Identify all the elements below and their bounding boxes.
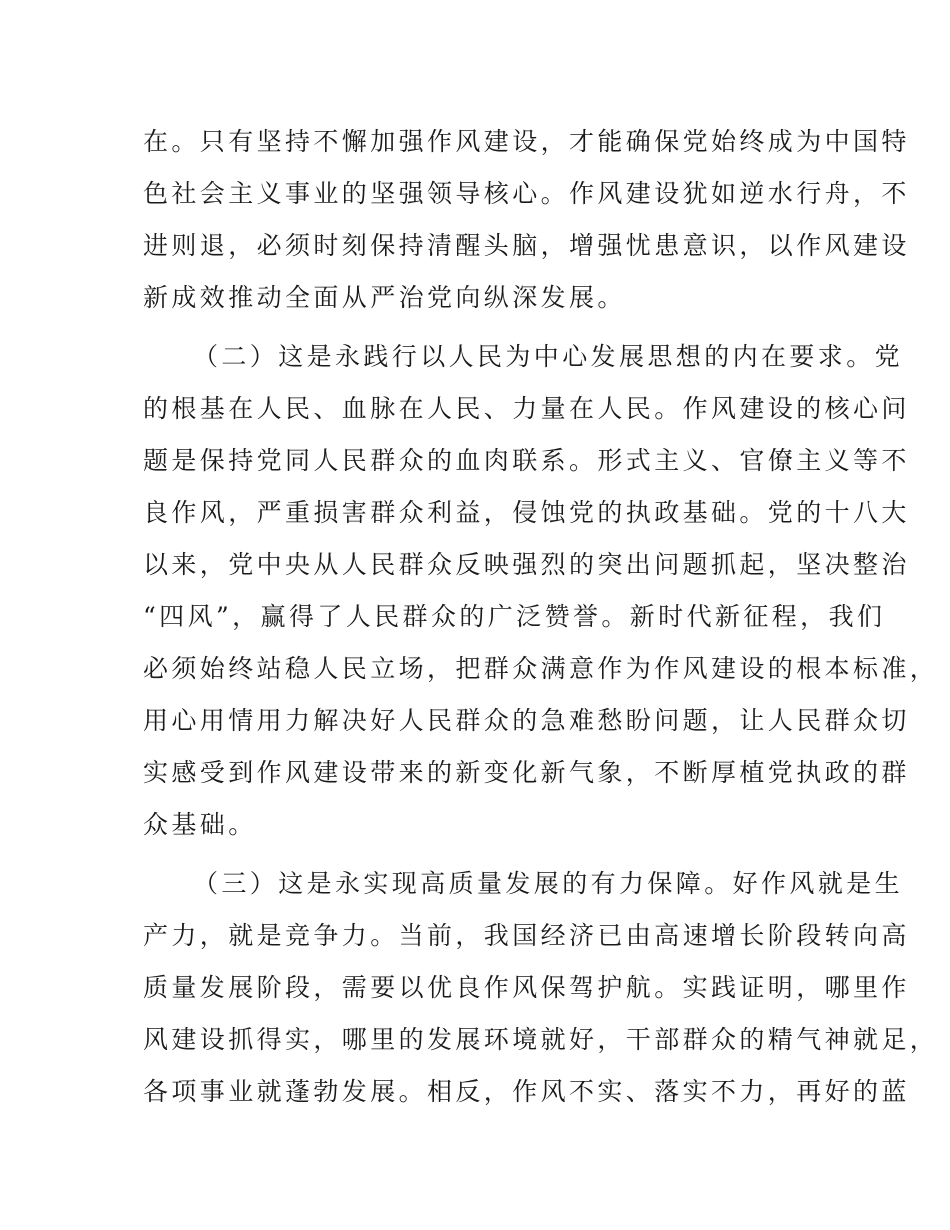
paragraph-2-line-5: 以来，党中央从人民群众反映强烈的突出问题抓起，坚决整治 [143, 550, 910, 579]
paragraph-3-line-1: （三）这是永实现高质量发展的有力保障。好作风就是生 [193, 869, 904, 898]
paragraph-2-line-4: 良作风，严重损害群众利益，侵蚀党的执政基础。党的十八大 [143, 498, 910, 527]
paragraph-3-line-5: 各项事业就蓬勃发展。相反，作风不实、落实不力，再好的蓝 [143, 1077, 910, 1106]
paragraph-3-line-2: 产力，就是竞争力。当前，我国经济已由高速增长阶段转向高 [143, 921, 910, 950]
paragraph-1-line-4: 新成效推动全面从严治党向纵深发展。 [143, 283, 626, 312]
paragraph-1-line-3: 进则退，必须时刻保持清醒头脑，增强忧患意识，以作风建设 [143, 231, 910, 260]
paragraph-2-line-8: 用心用情用力解决好人民群众的急难愁盼问题，让人民群众切 [143, 706, 910, 735]
paragraph-2-line-9: 实感受到作风建设带来的新变化新气象，不断厚植党执政的群 [143, 758, 910, 787]
paragraph-3-line-3: 质量发展阶段，需要以优良作风保驾护航。实践证明，哪里作 [143, 973, 910, 1002]
paragraph-3-line-4: 风建设抓得实，哪里的发展环境就好，干部群众的精气神就足， [143, 1025, 939, 1054]
paragraph-2-line-6: “四风”，赢得了人民群众的广泛赞誉。新时代新征程，我们 [143, 602, 886, 631]
paragraph-1-line-2: 色社会主义事业的坚强领导核心。作风建设犹如逆水行舟，不 [143, 179, 910, 208]
paragraph-2-line-10: 众基础。 [143, 810, 257, 839]
paragraph-2-line-2: 的根基在人民、血脉在人民、力量在人民。作风建设的核心问 [143, 394, 910, 423]
paragraph-2-line-3: 题是保持党同人民群众的血肉联系。形式主义、官僚主义等不 [143, 446, 910, 475]
paragraph-1-line-1: 在。只有坚持不懈加强作风建设，才能确保党始终成为中国特 [143, 127, 910, 156]
paragraph-2-line-1: （二）这是永践行以人民为中心发展思想的内在要求。党 [193, 342, 904, 371]
paragraph-2-line-7: 必须始终站稳人民立场，把群众满意作为作风建设的根本标准， [143, 654, 939, 683]
